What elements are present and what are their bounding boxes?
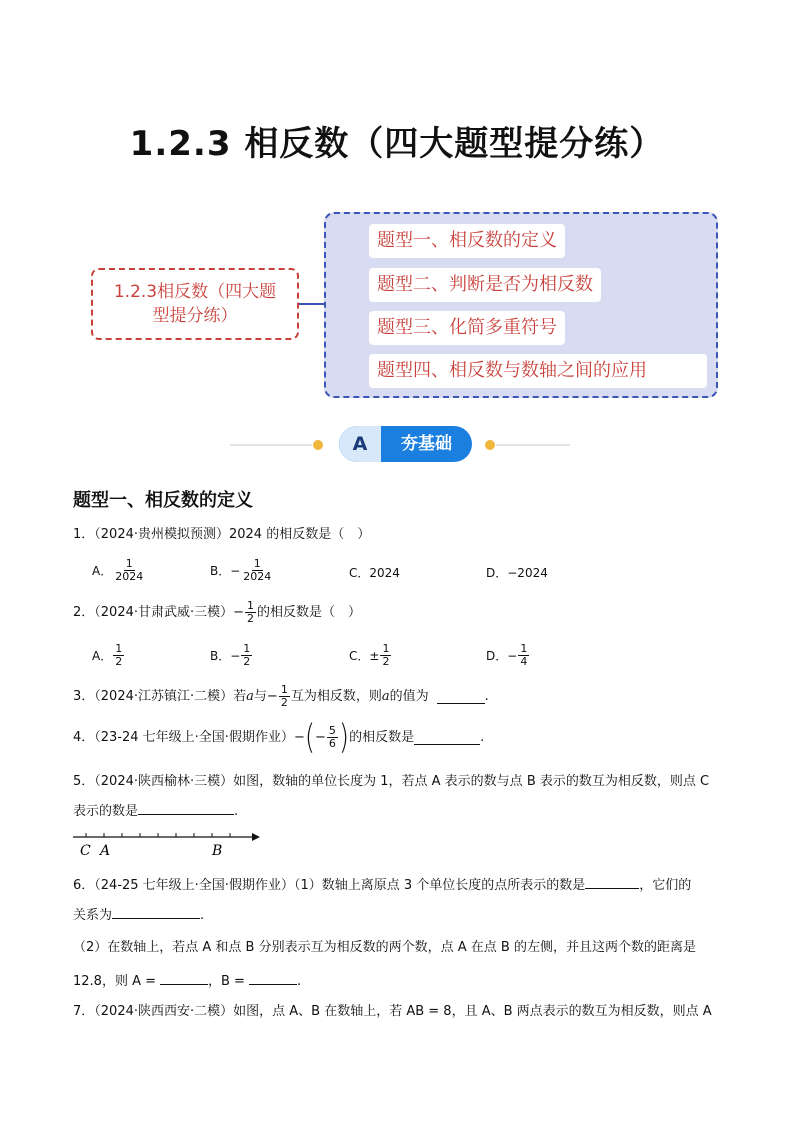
- mindmap-root: 1.2.3相反数（四大题型提分练）: [91, 268, 299, 340]
- mindmap-item-4: 题型四、相反数与数轴之间的应用: [369, 354, 707, 388]
- q4-answer-blank[interactable]: [414, 730, 480, 745]
- question-3: 3．（2024·江苏镇江·二模）若 a 与 − $\frac{1}{2}$ 互为相反数，则 a 的值为 .: [73, 683, 489, 709]
- question-1: 1．（2024·贵州模拟预测）2024 的相反数是（ ）: [73, 527, 371, 542]
- mindmap-item-2: 题型二、判断是否为相反数: [369, 268, 601, 302]
- question-5-line2: 表示的数是 .: [73, 800, 238, 822]
- section-letter: A: [339, 426, 381, 462]
- question-2: 2．（2024·甘肃武威·三模） − $\frac{1}{2}$ 的相反数是（ ）: [73, 599, 362, 625]
- q1-option-c: C． 2024: [349, 565, 400, 580]
- mindmap-item-3: 题型三、化简多重符号: [369, 311, 565, 345]
- q1-option-a: A． $\frac{1}{2024}$: [92, 557, 144, 583]
- q6-answer-blank-a[interactable]: [160, 970, 208, 985]
- q1-option-b: B． − $\frac{1}{2024}$: [210, 557, 272, 583]
- question-5-line1: 5．（2024·陕西榆林·三模）如图，数轴的单位长度为 1，若点 A 表示的数与点 B 表示的数互为相反数，则点 C: [73, 774, 710, 789]
- page-title: 1.2.3 相反数（四大题型提分练）: [129, 124, 665, 164]
- axis-label-c: C: [80, 843, 91, 859]
- mindmap-item-1: 题型一、相反数的定义: [369, 224, 565, 258]
- q2-option-a: A． $\frac{1}{2}$: [92, 642, 123, 668]
- q3-answer-blank[interactable]: [437, 689, 485, 704]
- question-6-line1: 6．（24-25 七年级上·全国·假期作业）（1）数轴上离原点 3 个单位长度的点所表示的数是 ，它们的: [73, 874, 691, 896]
- axis-label-a: A: [100, 843, 111, 859]
- type-heading: 题型一、相反数的定义: [73, 490, 253, 511]
- question-6-line2: 关系为 .: [73, 904, 204, 926]
- q2-option-d: D． − $\frac{1}{4}$: [486, 642, 528, 668]
- question-6-line3: （2）在数轴上，若点 A 和点 B 分别表示互为相反数的两个数，点 A 在点 B 的左侧，并且这两个数的距离是: [73, 940, 696, 955]
- q2-option-b: B． − $\frac{1}{2}$: [210, 642, 251, 668]
- q1-option-d: D． −2024: [486, 565, 548, 580]
- question-4: 4．（23-24 七年级上·全国·假期作业） − ( − $\frac{5}{6}$ ) 的相反数是 .: [73, 718, 485, 757]
- q5-answer-blank[interactable]: [138, 800, 234, 815]
- section-badge: [339, 426, 472, 462]
- q6-answer-blank-b[interactable]: [249, 970, 297, 985]
- q2-option-c: C． ± $\frac{1}{2}$: [349, 642, 390, 668]
- section-label: 夯基础: [401, 434, 452, 454]
- question-6-line4: 12.8，则 A = ，B = .: [73, 970, 301, 992]
- number-line-q5: [70, 828, 270, 862]
- q6-answer-blank-2[interactable]: [112, 904, 200, 919]
- q6-answer-blank-1[interactable]: [585, 874, 639, 889]
- axis-label-b: B: [212, 843, 223, 859]
- question-7-line1: 7．（2024·陕西西安·二模）如图，点 A、B 在数轴上，若 AB = 8，且 A、B 两点表示的数互为相反数，则点 A: [73, 1004, 712, 1019]
